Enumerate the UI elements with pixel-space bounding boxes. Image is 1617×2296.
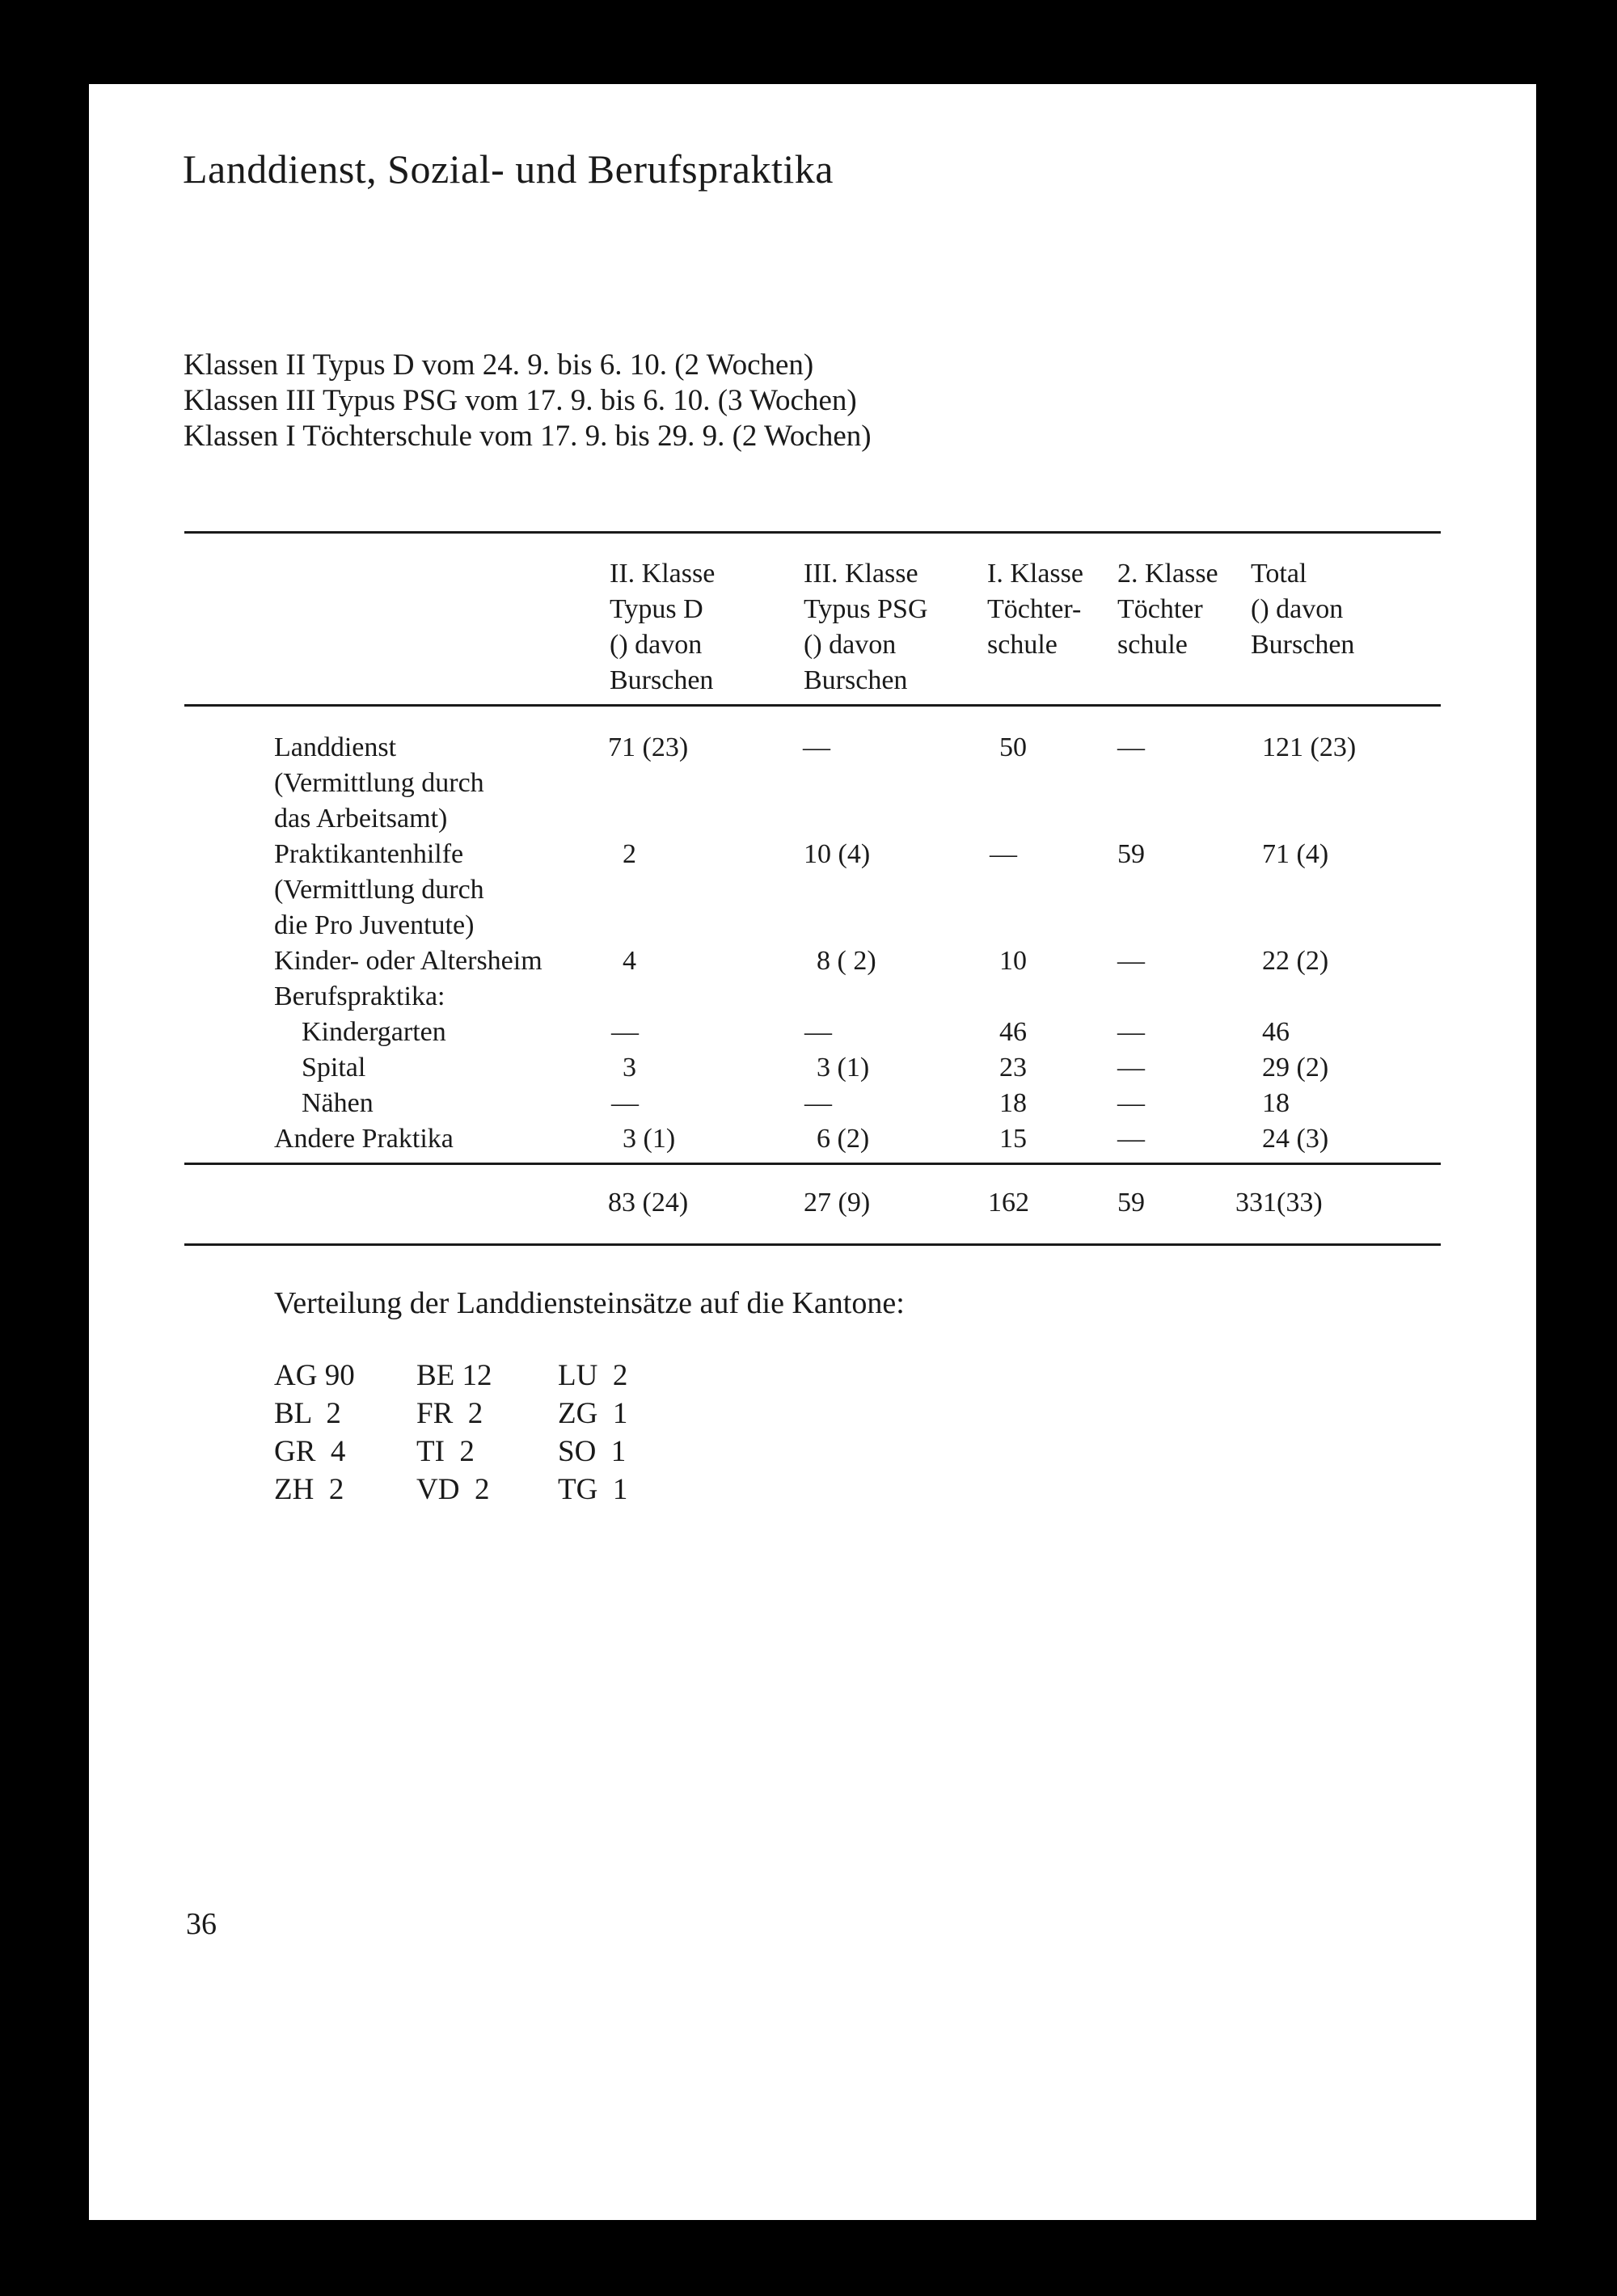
header-col-5-line: () davon (1251, 594, 1344, 624)
page-title: Landdienst, Sozial- und Berufspraktika (183, 146, 834, 192)
canton-entry: ZG 1 (558, 1397, 628, 1430)
row-label-praktikantenhilfe: Praktikantenhilfe (274, 839, 464, 869)
header-col-1 (610, 556, 715, 699)
canton-entry: FR 2 (416, 1397, 483, 1430)
canton-entry: BE 12 (416, 1359, 492, 1392)
header-col-1-line: Burschen (610, 665, 714, 695)
row-label-sub: die Pro Juventute) (274, 910, 475, 940)
cell: — (1117, 1017, 1145, 1047)
cell: 18 (999, 1088, 1027, 1118)
cell: 59 (1117, 839, 1145, 869)
cantons-heading: Verteilung der Landdiensteinsätze auf die Kantone: (274, 1286, 905, 1320)
cell: 46 (1262, 1017, 1290, 1047)
cell: 46 (999, 1017, 1027, 1047)
canton-entry: SO 1 (558, 1435, 627, 1468)
header-col-3-line: I. Klasse (987, 559, 1083, 589)
row-label-berufspraktika: Berufspraktika: (274, 981, 445, 1011)
cell: 23 (999, 1053, 1027, 1083)
cell: 8 ( 2) (817, 946, 876, 976)
cell: 10 (4) (804, 839, 871, 869)
header-col-4-line: Töchter (1117, 594, 1203, 624)
intro-line-1: Klassen II Typus D vom 24. 9. bis 6. 10. (2 Wochen) (184, 348, 814, 382)
header-col-2 (804, 556, 928, 699)
total-cell: 59 (1117, 1188, 1145, 1218)
header-col-2-line: () davon (804, 630, 897, 660)
cell: — (804, 1017, 832, 1047)
header-col-3-line: Töchter- (987, 594, 1082, 624)
cell: 22 (2) (1262, 946, 1329, 976)
header-col-2-line: Typus PSG (804, 594, 928, 624)
cell: — (804, 1088, 832, 1118)
canton-entry: AG 90 (274, 1359, 355, 1392)
row-label-andere: Andere Praktika (274, 1124, 454, 1154)
cell: 121 (23) (1262, 732, 1357, 762)
cell: — (1117, 1088, 1145, 1118)
header-col-5-line: Burschen (1251, 630, 1355, 660)
header-col-1-line: II. Klasse (610, 559, 716, 589)
row-label-kindergarten: Kindergarten (302, 1017, 446, 1047)
canton-entry: ZH 2 (274, 1473, 344, 1506)
header-col-1-line: Typus D (610, 594, 703, 624)
header-col-2-line: III. Klasse (804, 559, 918, 589)
row-label-naehen: Nähen (302, 1088, 374, 1118)
intro-line-3: Klassen I Töchterschule vom 17. 9. bis 29. 9. (2 Wochen) (184, 420, 872, 453)
canton-entry: LU 2 (558, 1359, 628, 1392)
cell: — (1117, 946, 1145, 976)
total-cell: 27 (9) (804, 1188, 871, 1218)
total-cell: 83 (24) (608, 1188, 689, 1218)
header-col-3 (987, 556, 1083, 663)
cell: 71 (23) (608, 732, 689, 762)
header-col-3-line: schule (987, 630, 1058, 660)
total-cell: 162 (988, 1188, 1029, 1218)
table-bottom-rule (184, 1243, 1441, 1246)
intro-line-2: Klassen III Typus PSG vom 17. 9. bis 6. 10. (3 Wochen) (184, 384, 857, 417)
row-label-sub: (Vermittlung durch (274, 768, 484, 798)
cell: 2 (623, 839, 636, 869)
row-label-landdienst: Landdienst (274, 732, 397, 762)
canton-entry: TG 1 (558, 1473, 628, 1506)
cell: 6 (2) (817, 1124, 870, 1154)
cell: — (803, 732, 830, 762)
cell: 71 (4) (1262, 839, 1329, 869)
cell: 24 (3) (1262, 1124, 1329, 1154)
page-number: 36 (186, 1907, 217, 1941)
cell: — (1117, 1053, 1145, 1083)
cell: 3 (1) (623, 1124, 676, 1154)
canton-entry: BL 2 (274, 1397, 341, 1430)
cell: — (1117, 732, 1145, 762)
cell: — (990, 839, 1017, 869)
canton-entry: TI 2 (416, 1435, 475, 1468)
cell: 10 (999, 946, 1027, 976)
total-cell: 331(33) (1235, 1188, 1323, 1218)
header-col-5-line: Total (1251, 559, 1307, 589)
table-top-rule (184, 531, 1441, 534)
cell: 15 (999, 1124, 1027, 1154)
header-col-4 (1117, 556, 1218, 663)
cell: 3 (1) (817, 1053, 870, 1083)
canton-entry: GR 4 (274, 1435, 346, 1468)
header-col-1-line: () davon (610, 630, 703, 660)
cell: 4 (623, 946, 636, 976)
row-label-sub: (Vermittlung durch (274, 875, 484, 905)
cell: — (611, 1017, 639, 1047)
cell: 3 (623, 1053, 636, 1083)
canton-entry: VD 2 (416, 1473, 490, 1506)
header-col-2-line: Burschen (804, 665, 908, 695)
header-col-5 (1251, 556, 1354, 663)
cell: 50 (999, 732, 1027, 762)
table-header-rule (184, 704, 1441, 707)
cell: — (1117, 1124, 1145, 1154)
row-label-kinderheim: Kinder- oder Altersheim (274, 946, 543, 976)
row-label-sub: das Arbeitsamt) (274, 804, 448, 834)
header-col-4-line: 2. Klasse (1117, 559, 1218, 589)
table-sum-rule (184, 1163, 1441, 1165)
header-col-4-line: schule (1117, 630, 1188, 660)
cell: 18 (1262, 1088, 1290, 1118)
row-label-spital: Spital (302, 1053, 366, 1083)
cell: 29 (2) (1262, 1053, 1329, 1083)
cell: — (611, 1088, 639, 1118)
